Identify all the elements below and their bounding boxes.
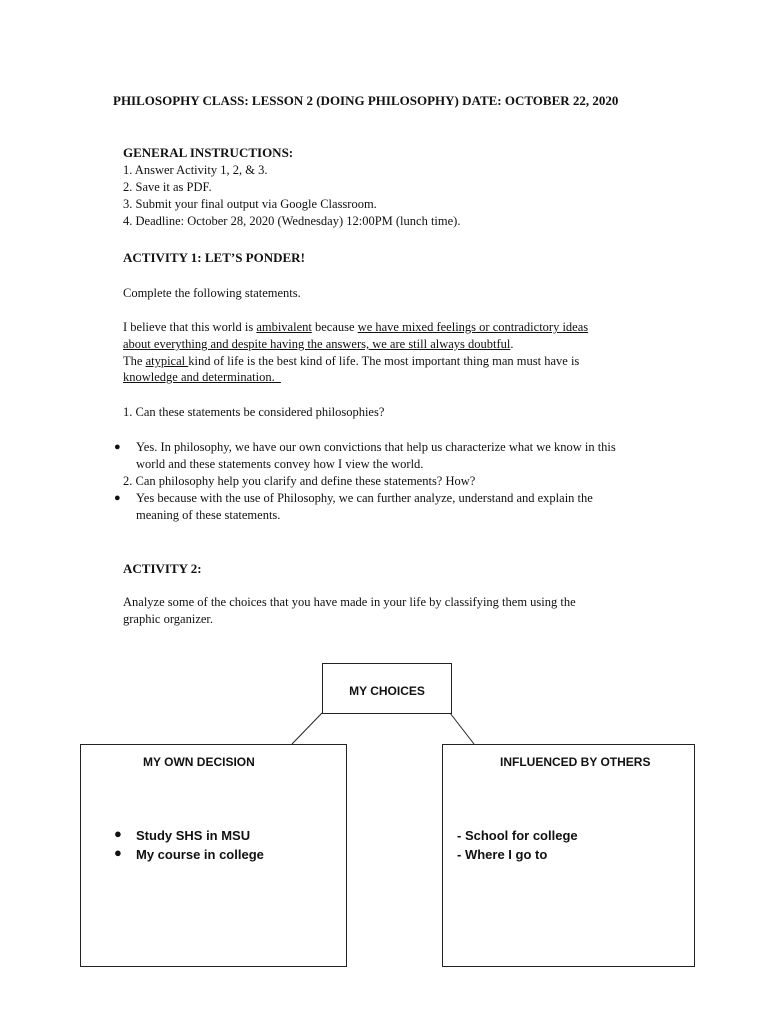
answer-ambivalent: ambivalent [256,320,312,334]
activity2-prompt-line2: graphic organizer. [123,612,214,626]
own-decision-title: MY OWN DECISION [143,755,255,769]
question-2: 2. Can philosophy help you clarify and define these statements? How? [123,474,476,488]
instruction-item: 3. Submit your final output via Google Classroom. [123,197,377,211]
connector-left [292,713,322,744]
bullet-icon: ● [114,441,121,453]
answer-knowledge: knowledge and determination. [123,370,281,384]
statement-text: I believe that this world is [123,320,257,334]
answer-reason: we have mixed feelings or contradictory ideas [357,320,589,334]
bullet-icon: ● [114,845,122,860]
statement-text: because [311,320,358,334]
statement-text: kind of life is the best kind of life. The most important thing man must have is [188,354,580,368]
bullet-icon: ● [114,492,121,504]
answer-atypical: atypical [145,354,189,368]
activity2-prompt-line1: Analyze some of the choices that you have made in your life by classifying them using the [123,595,576,609]
instruction-item: 4. Deadline: October 28, 2020 (Wednesday) 12:00PM (lunch time). [123,214,461,228]
activity1-heading: ACTIVITY 1: LET’S PONDER! [123,250,305,265]
own-decision-item: My course in college [136,847,264,862]
question-1: 1. Can these statements be considered philosophies? [123,405,385,419]
influenced-item: - Where I go to [457,847,548,862]
influenced-box [442,744,695,967]
instruction-item: 2. Save it as PDF. [123,180,212,194]
answer-2-line2: meaning of these statements. [136,508,281,522]
activity2-heading: ACTIVITY 2: [123,561,202,576]
statement-text: The [123,354,146,368]
instructions-heading: GENERAL INSTRUCTIONS: [123,145,294,160]
influenced-item: - School for college [457,828,578,843]
bullet-icon: ● [114,826,122,841]
page-title: PHILOSOPHY CLASS: LESSON 2 (DOING PHILOSOPHY) DATE: OCTOBER 22, 2020 [113,93,619,108]
answer-1-line2: world and these statements convey how I view the world. [136,457,424,471]
answer-reason-cont: about everything and despite having the answers, we are still always doubtful [123,337,511,351]
own-decision-box [80,744,347,967]
my-choices-box [322,663,452,714]
my-choices-label: MY CHOICES [349,684,425,698]
answer-1-line1: Yes. In philosophy, we have our own convictions that help us characterize what we know in this [136,440,616,454]
instruction-item: 1. Answer Activity 1, 2, & 3. [123,163,268,177]
statement-text: . [510,337,514,351]
connector-right [450,713,474,744]
own-decision-item: Study SHS in MSU [136,828,251,843]
activity1-prompt: Complete the following statements. [123,286,301,300]
influenced-title: INFLUENCED BY OTHERS [500,755,651,769]
answer-2-line1: Yes because with the use of Philosophy, we can further analyze, understand and explain the [136,491,593,505]
